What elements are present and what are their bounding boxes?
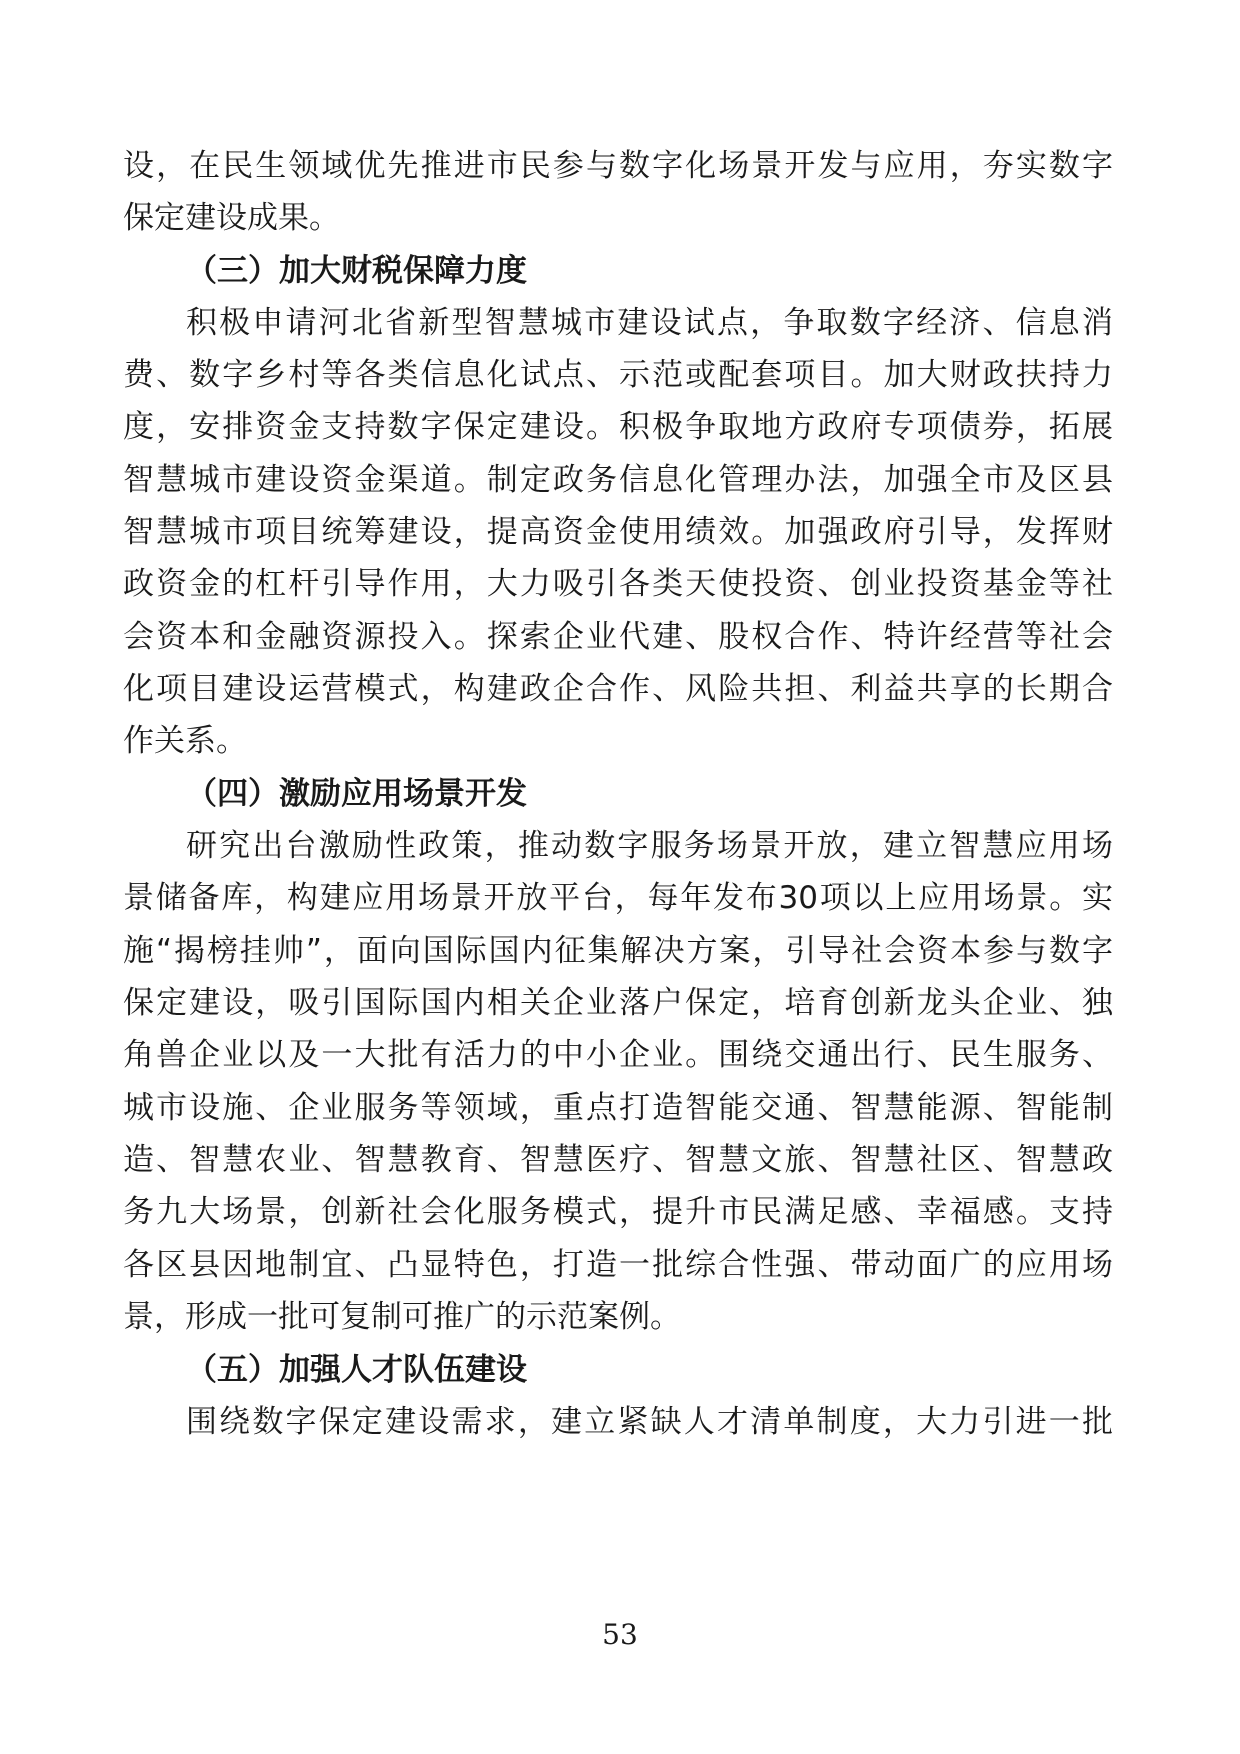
paragraph-line: 化项目建设运营模式，构建政企合作、风险共担、利益共享的长期合 xyxy=(123,671,1113,707)
paragraph-line: 智慧城市项目统筹建设，提高资金使用绩效。加强政府引导，发挥财 xyxy=(123,514,1113,550)
paragraph-line: 围绕数字保定建设需求，建立紧缺人才清单制度，大力引进一批 xyxy=(186,1404,1113,1440)
paragraph-line: 度，安排资金支持数字保定建设。积极争取地方政府专项债券，拓展 xyxy=(123,409,1113,445)
paragraph-line: 施“揭榜挂帅”，面向国际国内征集解决方案，引导社会资本参与数字 xyxy=(123,933,1113,969)
paragraph-line: 保定建设成果。 xyxy=(123,200,340,236)
paragraph-line: 各区县因地制宜、凸显特色，打造一批综合性强、带动面广的应用场 xyxy=(123,1247,1113,1283)
paragraph-line: 研究出台激励性政策，推动数字服务场景开放，建立智慧应用场 xyxy=(186,828,1113,864)
paragraph-line: 设，在民生领域优先推进市民参与数字化场景开发与应用，夯实数字 xyxy=(123,148,1113,184)
section-heading: （五）加强人才队伍建设 xyxy=(186,1352,527,1388)
paragraph-line: 智慧城市建设资金渠道。制定政务信息化管理办法，加强全市及区县 xyxy=(123,462,1113,498)
paragraph-line: 会资本和金融资源投入。探索企业代建、股权合作、特许经营等社会 xyxy=(123,619,1113,655)
paragraph-line: 城市设施、企业服务等领域，重点打造智能交通、智慧能源、智能制 xyxy=(123,1090,1113,1126)
paragraph-line: 保定建设，吸引国际国内相关企业落户保定，培育创新龙头企业、独 xyxy=(123,985,1113,1021)
paragraph-line: 费、数字乡村等各类信息化试点、示范或配套项目。加大财政扶持力 xyxy=(123,357,1113,393)
paragraph-line: 务九大场景，创新社会化服务模式，提升市民满足感、幸福感。支持 xyxy=(123,1194,1113,1230)
paragraph-line: 积极申请河北省新型智慧城市建设试点，争取数字经济、信息消 xyxy=(186,305,1113,341)
paragraph-line: 作关系。 xyxy=(123,723,247,759)
page-number: 53 xyxy=(602,1618,638,1651)
section-heading: （三）加大财税保障力度 xyxy=(186,253,527,289)
paragraph-line: 景储备库，构建应用场景开放平台，每年发布30项以上应用场景。实 xyxy=(123,880,1113,916)
paragraph-line: 造、智慧农业、智慧教育、智慧医疗、智慧文旅、智慧社区、智慧政 xyxy=(123,1142,1113,1178)
paragraph-line: 政资金的杠杆引导作用，大力吸引各类天使投资、创业投资基金等社 xyxy=(123,566,1113,602)
section-heading: （四）激励应用场景开发 xyxy=(186,776,527,812)
paragraph-line: 角兽企业以及一大批有活力的中小企业。围绕交通出行、民生服务、 xyxy=(123,1037,1113,1073)
paragraph-line: 景，形成一批可复制可推广的示范案例。 xyxy=(123,1299,681,1335)
